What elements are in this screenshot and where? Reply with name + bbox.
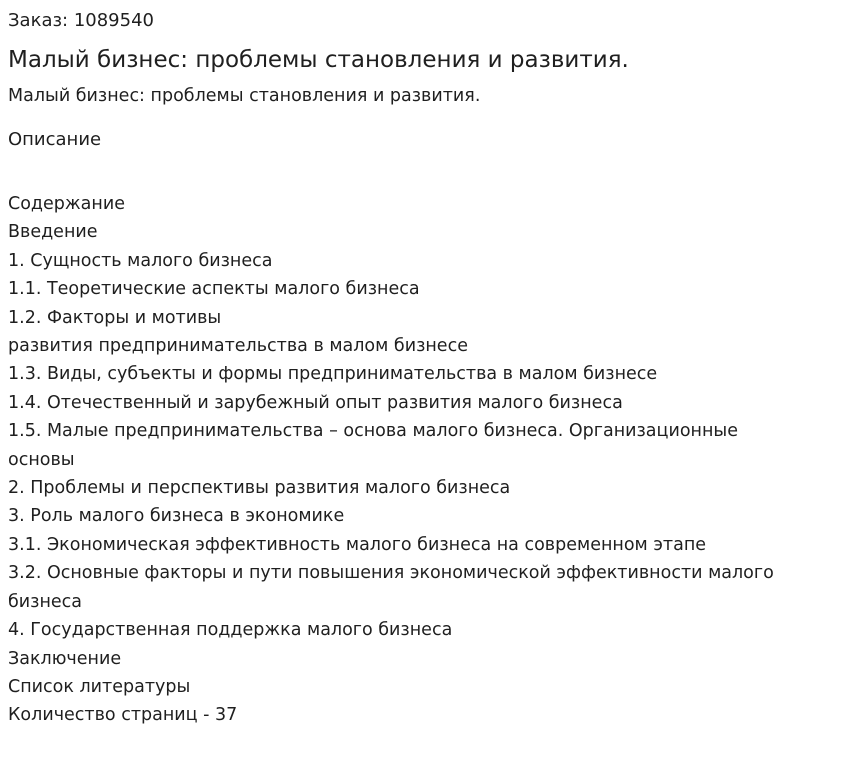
toc-line: Список литературы bbox=[8, 676, 191, 697]
toc-line: бизнеса bbox=[8, 591, 83, 612]
page-title: Малый бизнес: проблемы становления и развития. bbox=[8, 47, 629, 73]
toc-line: 1. Сущность малого бизнеса bbox=[8, 250, 273, 271]
order-number: Заказ: 1089540 bbox=[8, 10, 154, 31]
toc-line: Заключение bbox=[8, 648, 122, 669]
toc-line: 1.1. Теоретические аспекты малого бизнеса bbox=[8, 279, 420, 300]
table-of-contents bbox=[8, 190, 839, 730]
toc-line: 2. Проблемы и перспективы развития малого бизнеса bbox=[8, 478, 511, 499]
description-heading: Описание bbox=[8, 129, 102, 150]
toc-line: 4. Государственная поддержка малого бизнеса bbox=[8, 620, 453, 641]
toc-line: развития предпринимательства в малом бизнесе bbox=[8, 336, 468, 357]
toc-line: 3.1. Экономическая эффективность малого бизнеса на современном этапе bbox=[8, 534, 707, 555]
toc-line: 1.2. Факторы и мотивы bbox=[8, 307, 222, 328]
toc-line: Содержание bbox=[8, 194, 125, 214]
toc-line: 1.3. Виды, субъекты и формы предпринимательства в малом бизнесе bbox=[8, 364, 658, 385]
page-subtitle: Малый бизнес: проблемы становления и развития. bbox=[8, 86, 481, 106]
toc-line: основы bbox=[8, 449, 75, 470]
toc-line: Введение bbox=[8, 222, 98, 243]
toc-line: Количество страниц - 37 bbox=[8, 705, 238, 726]
toc-line: 1.5. Малые предпринимательства – основа малого бизнеса. Организационные bbox=[8, 421, 738, 442]
toc-line: 1.4. Отечественный и зарубежный опыт развития малого бизнеса bbox=[8, 392, 623, 413]
toc-line: 3. Роль малого бизнеса в экономике bbox=[8, 506, 345, 527]
toc-line: 3.2. Основные факторы и пути повышения экономической эффективности малого bbox=[8, 563, 774, 584]
